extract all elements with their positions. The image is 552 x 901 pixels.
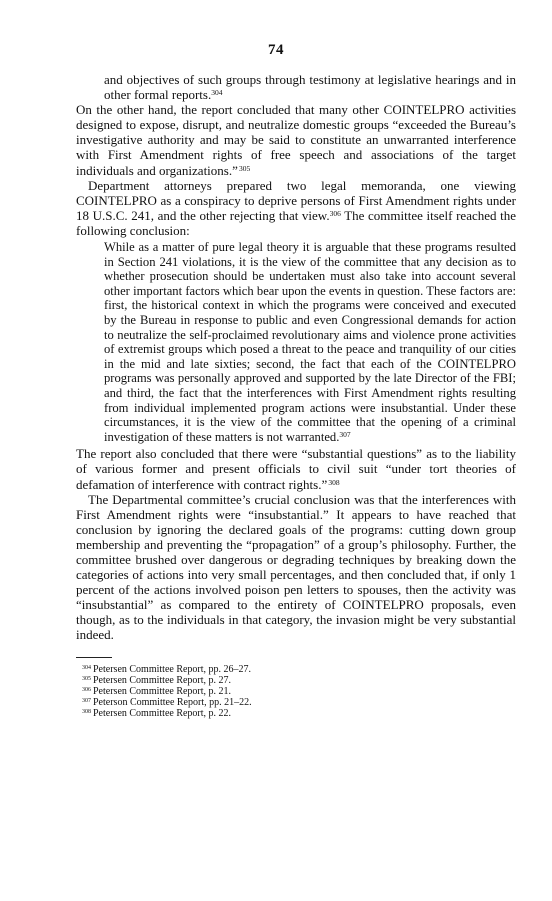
block-quote [104,240,516,444]
paragraph-3 [76,446,516,491]
footnote-number: 306 [82,686,91,693]
footnote-text: Petersen Committee Report, p. 21. [93,685,232,697]
paragraph-2 [76,178,516,238]
block-quote-text: While as a matter of pure legal theory it is arguable that these programs resulted in Section 241 violations, it is the view of the committee that any decision as to whether prosecution should be undertaken must also take into account several other important factors which bear upon the events in question. These factors are: first, the historical context in which the programs were conceived and executed by the Bureau in response to public and even Congressional demands for action to neutralize the self-proclaimed revolutionary aims and violence prone activities of extremist groups which posed a threat to the peace and tranquility of our cities in the mid and late sixties; second, the fact that each of the COINTELPRO programs was personally approved and supported by the late Director of the FBI; and third, the fact that the interferences with First Amendment rights resulting from individual implemented program actions were insubstantial. Under these circumstances, it is the view of the committee that the opening of a criminal investigation of these matters is not warranted. [104,240,516,444]
paragraph-2-text-a: Department attorneys prepared two legal memoranda, one viewing COINTELPRO as a conspiracy to deprive persons of First Amendment rights under 18 U.S.C. 241, and the other rejecting that view. [76,177,516,223]
paragraph-4-text: The Departmental committee’s crucial conclusion was that the interferences with First Amendment rights were “insubstantial.” It appears to have reached that conclusion by ignoring the declared goals of the programs: cutting down group membership and preventing the “propagation” of a group’s philosophy. Further, the committee brushed over dangerous or degrading techniques by breaking down the categories of actions into very small percentages, and then concluded that, if only 1 percent of the actions involved poison pen letters to spouses, then the activity was “insubstantial” as compared to the entirety of COINTELPRO proposals, even though, as to the individuals in that category, the invasion might be very substantial indeed. [76,491,516,643]
paragraph-1 [76,102,516,177]
footnote-number: 305 [82,675,91,682]
footnote-307 [82,697,516,708]
footnote-number: 304 [82,664,91,671]
footnote-text: Peterson Committee Report, pp. 21–22. [93,696,252,708]
paragraph-4 [76,492,516,643]
footnote-ref-305: 305 [238,163,251,173]
footnote-text: Petersen Committee Report, p. 22. [93,707,232,719]
footnote-308 [82,708,516,719]
footnote-divider [76,657,112,658]
footnotes [76,664,516,719]
footnote-ref-308: 308 [328,477,340,487]
footnote-number: 308 [82,708,91,715]
continuation-text: and objectives of such groups through testimony at legislative hearings and in other formal reports. [104,72,516,103]
footnote-305 [82,675,516,686]
footnote-ref-306: 306 [329,208,341,218]
footnote-text: Petersen Committee Report, p. 27. [93,674,232,686]
footnote-ref-307: 307 [339,429,351,439]
continuation-paragraph [76,72,516,102]
paragraph-1-text: On the other hand, the report concluded that many other COINTELPRO activities designed to expose, disrupt, and neutralize domestic groups “exceeded the Bureau’s investigative authority and may be said to constitute an unwarranted interference with First Amendment rights of free speech and associations of the target individuals and organizations.” [76,102,516,178]
footnote-306 [82,686,516,697]
paragraph-3-text: The report also concluded that there were “substantial questions” as to the liability of various former and present officials to civil suit “under tort theories of defamation of interference with contract rights.” [76,446,516,492]
page-number: 74 [268,42,284,58]
footnote-text: Petersen Committee Report, pp. 26–27. [93,663,252,675]
body-text [76,72,516,719]
paragraph-2-text-b: The committee itself reached the following conclusion: [76,207,516,238]
footnote-number: 307 [82,697,91,704]
footnote-ref-304: 304 [211,88,223,98]
footnote-304 [82,664,516,675]
